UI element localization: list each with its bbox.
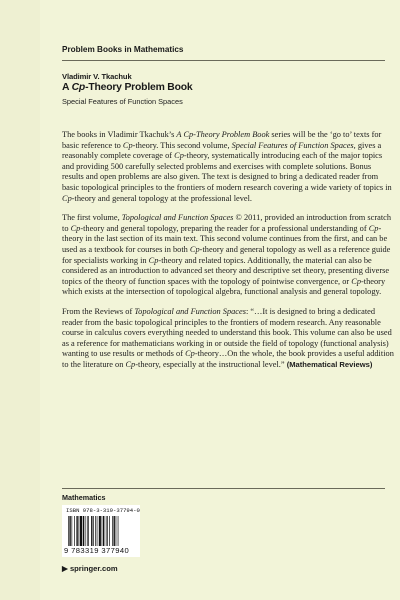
publisher-website: ▶ springer.com: [62, 564, 118, 573]
barcode-digits: 9 783319 377940: [64, 546, 130, 555]
text-run: : “…It is designed to bring a dedicated reader from the basic topological principles to the frontiers of modern research. Any reasonable course in calculus covers everything needed to understand this book. This volume can also be used as a reference for mathematicians working in or outside the field of topology (functional analysis) wanting to use results or methods of: [62, 306, 392, 359]
text-run: -theory, systematically introducing each of the major topics and providing 500 carefully selected problems and exercises with complete solutions. Bonus results and open problems are also given. The text is designed to bring a dedicated reader from basic topological principles to the frontiers of modern research covering a wide variety of topics in: [62, 151, 392, 192]
barcode-bar: [68, 516, 69, 546]
header-divider: [62, 60, 385, 61]
barcode-bar: [95, 516, 96, 546]
text-run: Topological and Function Spaces: [134, 306, 246, 316]
barcode-bar: [114, 516, 115, 546]
barcode-bar: [74, 516, 75, 546]
text-run: series will be the ‘go to’ texts for basic reference to: [62, 130, 382, 150]
text-run: © 2011, provided an introduction from scratch to: [62, 213, 392, 233]
text-run: Topological and Function Spaces: [121, 213, 234, 223]
text-run: -theory and related topics. Additionally, the material can also be considered as an introduction to advanced set theory and descriptive set theory, presenting diverse topics of the theory of function spaces with the topology of pointwise convergence, or: [62, 255, 390, 286]
barcode-bar: [102, 516, 103, 546]
title-suffix: -Theory Problem Book: [85, 82, 193, 93]
book-title: [62, 82, 193, 93]
barcode-bar: [116, 516, 117, 546]
text-run: -theory, especially at the instructional level.”: [135, 359, 287, 369]
text-run: The books in Vladimir Tkachuk’s: [62, 130, 177, 139]
barcode-bar: [80, 516, 82, 546]
text-run: Special Features of Function Spaces: [231, 140, 354, 150]
text-run: -theory. This second volume,: [132, 140, 232, 150]
barcode-bar: [97, 516, 98, 546]
text-run: -theory…On the whole, the book provides a useful addition to the literature on: [62, 349, 394, 369]
barcode-bar: [88, 516, 89, 546]
barcode-bar: [79, 516, 80, 546]
text-run: -theory and general topology, preparing the reader for a professional understanding of: [80, 223, 369, 233]
text-run: Cp: [62, 193, 72, 203]
left-band: [0, 0, 40, 600]
barcode-bar: [112, 516, 113, 546]
barcode-bars: [68, 516, 138, 546]
isbn-label: ISBN 978-3-319-37794-0: [66, 507, 140, 514]
text-run: A Cp-Theory Problem Book: [176, 130, 270, 139]
barcode-bar: [87, 516, 88, 546]
footer-divider: [62, 488, 385, 489]
text-run: Cp: [185, 349, 195, 359]
text-run: The first volume,: [62, 213, 122, 223]
barcode-bar: [107, 516, 108, 546]
description-text: [62, 130, 394, 379]
text-run: From the Reviews of: [62, 306, 135, 316]
paragraph-intro: [62, 130, 394, 204]
barcode-bar: [93, 516, 94, 546]
text-run: -theory which exists at the intersection of topological algebra, functional analysis and general topology.: [62, 276, 386, 297]
text-run: Cp: [189, 244, 200, 254]
text-run: (Mathematical Reviews): [286, 359, 373, 369]
title-cp: Cp: [71, 82, 86, 93]
book-subtitle: Special Features of Function Spaces: [62, 97, 183, 106]
text-run: -theory and general topology as well as a reference guide for specialists working in: [62, 244, 391, 265]
subject-category: Mathematics: [62, 493, 106, 502]
barcode-bar: [91, 516, 92, 546]
text-run: Cp: [351, 276, 362, 286]
isbn-barcode: [62, 505, 140, 557]
text-run: , gives a reasonably complete coverage of: [62, 140, 382, 161]
barcode-bar: [118, 516, 119, 546]
barcode-bar: [69, 516, 70, 546]
barcode-bar: [103, 516, 104, 546]
barcode-bar: [72, 516, 73, 546]
author-name: Vladimir V. Tkachuk: [62, 72, 132, 81]
paragraph-first-volume: [62, 213, 394, 298]
text-run: Cp: [174, 151, 184, 161]
barcode-bar: [85, 516, 86, 546]
series-name: Problem Books in Mathematics: [62, 45, 184, 54]
barcode-bar: [106, 516, 107, 546]
text-run: Cp: [368, 223, 379, 233]
text-run: -theory and general topology at the professional level.: [71, 193, 253, 203]
text-run: Cp: [125, 359, 136, 369]
text-run: Cp: [122, 140, 133, 150]
barcode-bar: [76, 516, 77, 546]
title-prefix: A: [62, 82, 72, 93]
text-run: -theory in the last section of its main text. This second volume continues from the first, and can be used as a textbook for courses in both: [62, 223, 388, 254]
text-run: Cp: [70, 223, 81, 233]
barcode-bar: [99, 516, 101, 546]
paragraph-reviews: [62, 307, 394, 371]
barcode-bar: [109, 516, 110, 546]
text-run: Cp: [148, 255, 159, 265]
barcode-bar: [83, 516, 84, 546]
